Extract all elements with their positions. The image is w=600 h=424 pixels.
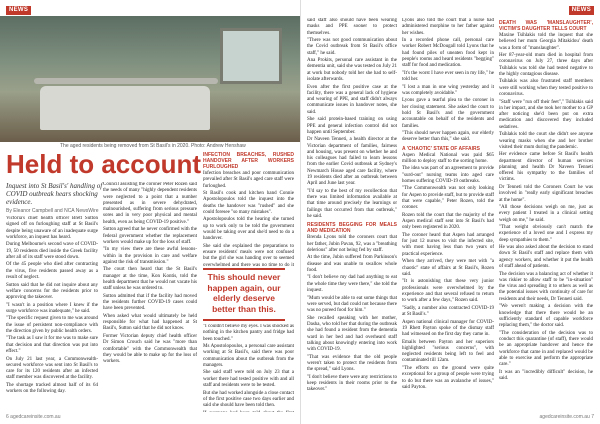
paragraph: On July 21 last year, a Commonwealth-secured workforce was sent into St Basil's to care for its 120 residents after an infected staff member was discovered at the facility.	[6, 356, 98, 381]
paragraph: When asked what would ultimately be held responsible for what had happened at St Basil's, Sutton said that he did not know.	[103, 313, 197, 332]
paragraph: Lyons gave a tearful plea to the coroner in her closing statement. She asked the court to hold St Basil's and the government accountable on behalf of the residents and families.	[402, 98, 494, 129]
paragraph: But she had worked alongside a close contact of the first positive case two days earlier and said she should have been told then.	[203, 390, 294, 409]
paragraph: "The specific request given to me was around the issue of persistent non-compliance with the direction given by public health orders.	[6, 316, 98, 334]
left-column-3-bottom	[203, 324, 294, 412]
paragraph: "The Commonwealth was not only looking for Aspen to provide staff, but to provide staff that were capable," Peter Rozen, told the coroner.	[402, 186, 494, 211]
headline: Held to account	[6, 149, 202, 179]
paragraph: "That weight obviously can't match the experience of a loved one and I express my deep sympathies to them."	[499, 225, 593, 243]
paragraph: "It is astonishing that these very junior professionals were overwhelmed by the experience and that several refused to return to work after a few days," Rozen said.	[402, 279, 494, 304]
paragraph: Brenda Lyons told the coroners court that her father, Jubin Pavan, 92, was a "breathing delerious" after not being fed by staff.	[307, 235, 397, 253]
right-column-2	[402, 18, 494, 412]
paragraph: "There was not good communication about the Covid outbreak from St Basil's office staff," he said.	[307, 38, 397, 56]
paragraph: Aspen national clinical manager for COVID-19 Rhett Payton spoke of the dismay staff had witnessed on the first day they came in.	[402, 319, 494, 338]
paragraph: Dr Tenneti told the Coroners Court he was involved in "really early significant breaches at the home".	[499, 184, 593, 203]
paragraph: "We weren't making a decision with the knowledge that there there would be an sufficiently standard of capable workforce replacing them," the doctor said.	[499, 304, 593, 329]
paragraph: Infection breaches and poor communication prevailed after St Basil's aged care staff were furloughed.	[203, 171, 294, 189]
pull-quote-rule-bottom	[203, 319, 285, 321]
paragraph: Dr Naveen Tenneti, a health director at the Victorian department of families, fairness and housing, was present on whether he and his colleagues had failed to learn lessons from the earlier Covid outbreak at Sydney's Newmarch House aged care facility, where 19 residents died after an outbreak between April and June last year.	[307, 137, 397, 187]
paragraph: "Mum would be able to eat some things that were served, but dad could not because there was no pureed food for him."	[307, 295, 397, 314]
paragraph	[203, 411, 294, 412]
paragraph: Emails between Payton and her superiors highlighted "serious concerns", with neglected residents being left to feel and contaminated till 12am.	[402, 339, 494, 364]
photo-window	[220, 28, 282, 84]
subheading: INFECTION BREACHES, RUSHED HANDOVER AFTER WORKERS FURLOUGHED	[203, 152, 294, 170]
paragraph: "I couldn't believe my eyes. I was shocked as nothing in the kitchen pantry and fridge had been touched."	[203, 324, 294, 342]
paragraph: "This should never happen again, our elderly deserve better than this," she said.	[402, 130, 494, 143]
paragraph: During Melbourne's second wave of COVID-19, 50 residents died inside the Greek facility after all of its staff were stood down.	[6, 242, 98, 260]
paragraph: Her evidence came before St Basil's health department director of human services planning and health Dr Naveen Tenneti offered his sympathy to the families of victims.	[499, 152, 593, 183]
paragraph: The court then heard that the St Basil's manager at the time, Kon Kontis, told the health department that he would not vacate his staff unless he was ordered to.	[103, 267, 197, 292]
paragraph: The shortage tracked almost half of its 64 workers on the following day.	[6, 382, 98, 395]
paragraph: Sutton said that he did not inquire about any welfare concerns for the residents prior to approving the takeover.	[6, 282, 98, 301]
right-column-1	[307, 18, 397, 412]
page-footer: 6 agedcareinsite.com.au	[6, 414, 61, 420]
subheading: DEATH WAS 'MANSLAUGHTER', VICTIM'S DAUGHTER TELLS COURT	[499, 20, 593, 32]
paragraph: Council assisting the coroner Peter Rozen said the needs of many "highly dependent residents were neglected to a point that a number presented as in severe dehydrated, malnourished, suffering from serious pressure sores and in very poor physical and mental health, even as being COVID-19 positive."	[103, 182, 197, 225]
subheading: A 'CHAOTIC' STATE OF AFFAIRS	[402, 145, 480, 152]
left-column-3-top	[203, 150, 294, 268]
paragraph: "That was evidence that the old people weren't taken to protect the residents from the spread," said Lyons.	[307, 354, 397, 373]
paragraph: She said protein-based training on using PPE and general infection control did not happen until September.	[307, 117, 397, 135]
paragraph: "I wasn't in a position where I knew if the surge workforce was inadequate," he said.	[6, 302, 98, 314]
photo-caption: The aged residents being removed from St Basil's in 2020. Photo: Andrew Henshaw	[60, 143, 246, 149]
paragraph: "The task as I saw it for me was to make sure that decision and that direction was put into effect."	[6, 336, 98, 355]
paragraph: Aspen Medical National was paid $65 million to deploy staff to the sorting home.	[402, 152, 494, 164]
paragraph: "Sadly, a number also contracted COVID-19 at St Basil's."	[402, 305, 494, 318]
paragraph: Former Victorian deputy chief health officer Dr Simon Crouch said he was "more than comfortable" with the Commonwealth that they would be able to make up for the loss of workers.	[103, 333, 197, 365]
subheading: RESIDENTS BEGGING FOR MEALS AND MEDICATION	[307, 222, 397, 235]
article-photo	[0, 16, 300, 142]
paragraph: Victoria's chief health officer Brett Sutton signed off on furloughing staff at St Basil's despite being unaware of an inadequate surge workforce, an inquest has heard.	[6, 216, 98, 240]
paragraph: Sutton admitted that if the facility had moved the residents further COVID-19 cases could have been prevented.	[103, 293, 197, 312]
paragraph: At the time, Jubin suffered from Parkinson's disease and was unable to swallow whole food.	[307, 255, 397, 273]
paragraph: "The consideration of the decision was to conduct this quarantine (of staff), there would be an appropriate handover and hence the workforce that came in and replaced would be able to exercise and perform the appropriate care."	[499, 330, 593, 368]
paragraph: She recalled speaking with her mother, Dasha, who told her that during the outbreak she had found a resident from the dementia ward in her bed and had overheard staff talking about knowingly entering into work with COVID-19.	[307, 315, 397, 353]
paragraph: "It's the worst I have ever seen in my life," he told her.	[402, 70, 494, 83]
paragraph: The decision was a balancing act of whether it was riskier to allow staff to be "in-situation" the virus and spreading it to others as well as the potential issues with continuity of care for residents and their needs, Dr Tenneti said.	[499, 271, 593, 302]
paragraph: The coroner heard that Aspen had arranged for just 12 nurses to visit the infected site, with most having less than two years of practical experience.	[402, 232, 494, 257]
paragraph: "All those decisions weigh on me, just as every patient I treated in a clinical setting weigh on me," he said.	[499, 205, 593, 223]
section-tag: NEWS	[6, 6, 31, 15]
paragraph: She said she explained the preparations to ensure residents' meals were not confused but the girl she was handing over to seemed overwhelmed and there was no time to do it	[203, 243, 294, 268]
page-footer: agedcareinsite.com.au 7	[539, 414, 594, 420]
paragraph: The idea was part of an agreement to provide "surd-out" nursing teams into aged care homes suffering COVID-19 outbreaks.	[402, 166, 494, 184]
pull-quote-rule-top	[203, 268, 285, 270]
section-tag: NEWS	[569, 6, 594, 15]
right-column-3	[499, 18, 593, 412]
paragraph: Tsihlakis told the court she didn't see anyone wearing masks when she and her brother visited their mum during the pandemic.	[499, 132, 593, 150]
paragraph: He was also asked about the decision to stand down St Basil's staff and replace them with agency workers, and whether it put the health of staff ahead of patients.	[499, 245, 593, 270]
paragraph: Maxine Tsihlakis told the inquest that she believed her mum Georgia Mitakidou' death was a form of "manslaughter".	[499, 33, 593, 51]
standfirst: Inquest into St Basil's' handling of COVID outbreak hears shocking evidence.	[6, 182, 103, 206]
paragraph: Rozen told the court that the majority of the Aspen medical staff sent into St Basil's had only been registered in 2020.	[402, 212, 494, 231]
paragraph: "The efforts on the ground were quite exceptional for a group of people were trying to do but there was an avalanche of issues," said Payton.	[402, 365, 494, 390]
paragraph: "In my view there are these awful lessons-within in the provision in care and welfare against the risk of transmission."	[103, 247, 197, 265]
byline: By Eleanor Campbell and NCA NewsWire	[6, 208, 99, 214]
paragraph: Sutton agreed that he never confirmed with the federal government whether the replacement workers would make up for the loss of staff.	[103, 227, 197, 245]
paragraph: Her 87-year-old mum died in hospital from coronavirus on July 27, three days after Tsihlakis was told she had tested negative to the highly contagious disease.	[499, 53, 593, 77]
paragraph: Apostolopoulos told the hearing she turned up to work only to be told the government would be taking over and she'd need to do a handover.	[203, 217, 294, 242]
paragraph: Even after the first positive case at the facility, there was a general lack of hygiene and wearing of PPE, and staff didn't always communicate issues in handover notes, she said.	[307, 84, 397, 115]
paragraph: Lyons also told the court that a nurse had administered morphine to her father against her wishes.	[402, 18, 494, 36]
pull-quote: This should never happen again, our elderly deserve better than this.	[207, 272, 281, 314]
left-column-2	[103, 182, 197, 412]
paragraph: St Basil's cook and kitchen hand Connie Apostolopoulos told the inquest into the deaths the handover was "rushed" and she could foresee "so many mistakes".	[203, 191, 294, 215]
paragraph: "I'd say to the best of my recollection that there was limited information available at that time around precisely the learnings or failings that occurred from that outbreak," he said.	[307, 188, 397, 220]
paragraph: In a recorded phone call, personal care worker Robert McDougall told Lyons that he had found piles of uneaten food kept in people's rooms and heard residents "begging" staff for food and medication.	[402, 38, 494, 69]
paragraph: Of the 45 people who died after contracting the virus, five residents passed away as a result of neglect.	[6, 262, 98, 281]
photo-stretcher	[40, 86, 210, 130]
paragraph: Tsihlakis was also frustrated staff members were still working when they tested positive to coronavirus.	[499, 79, 593, 98]
paragraph: Ms Apostolopoulos, a personal care assistant working at St Basil's, said there was poor communication about the outbreak from the managers.	[203, 344, 294, 368]
right-page	[300, 0, 600, 424]
paragraph: She said staff were told on July 23 that a worker there had tested positive with and all staff and residents were to be tested.	[203, 370, 294, 389]
paragraph: It was an "incredibly difficult" decision, he said.	[499, 369, 593, 381]
photo-bed-rail	[34, 78, 218, 84]
paragraph: "I don't believe my dad had anything to eat the whole time they were there," she told the inquest.	[307, 275, 397, 294]
paragraph: said staff also should have been wearing masks and PPE sooner to protect themselves.	[307, 18, 397, 36]
left-column-1	[6, 216, 98, 412]
paragraph: "Staff were "run off their feet"," Tsihlakis said in her impact, and she took her mother to a GP after noticing she'd been put on extra medication and discovered they included sedatives.	[499, 99, 593, 130]
paragraph: "I lost a man in one wing yesterday and it was completely avoidable."	[402, 84, 494, 96]
paragraph: Ana Prokits, personal care assistant in the dementia unit, said she was tested on July 21 at work but nobody told her she had to self-isolate afterwards.	[307, 58, 397, 83]
paragraph: "I don't believe there were any restrictions to keep residents in their rooms prior to the takeover."	[307, 374, 397, 393]
paragraph: When they arrived, they were met with "a chaotic" state of affairs at St Basil's, Rozen said.	[402, 259, 494, 277]
